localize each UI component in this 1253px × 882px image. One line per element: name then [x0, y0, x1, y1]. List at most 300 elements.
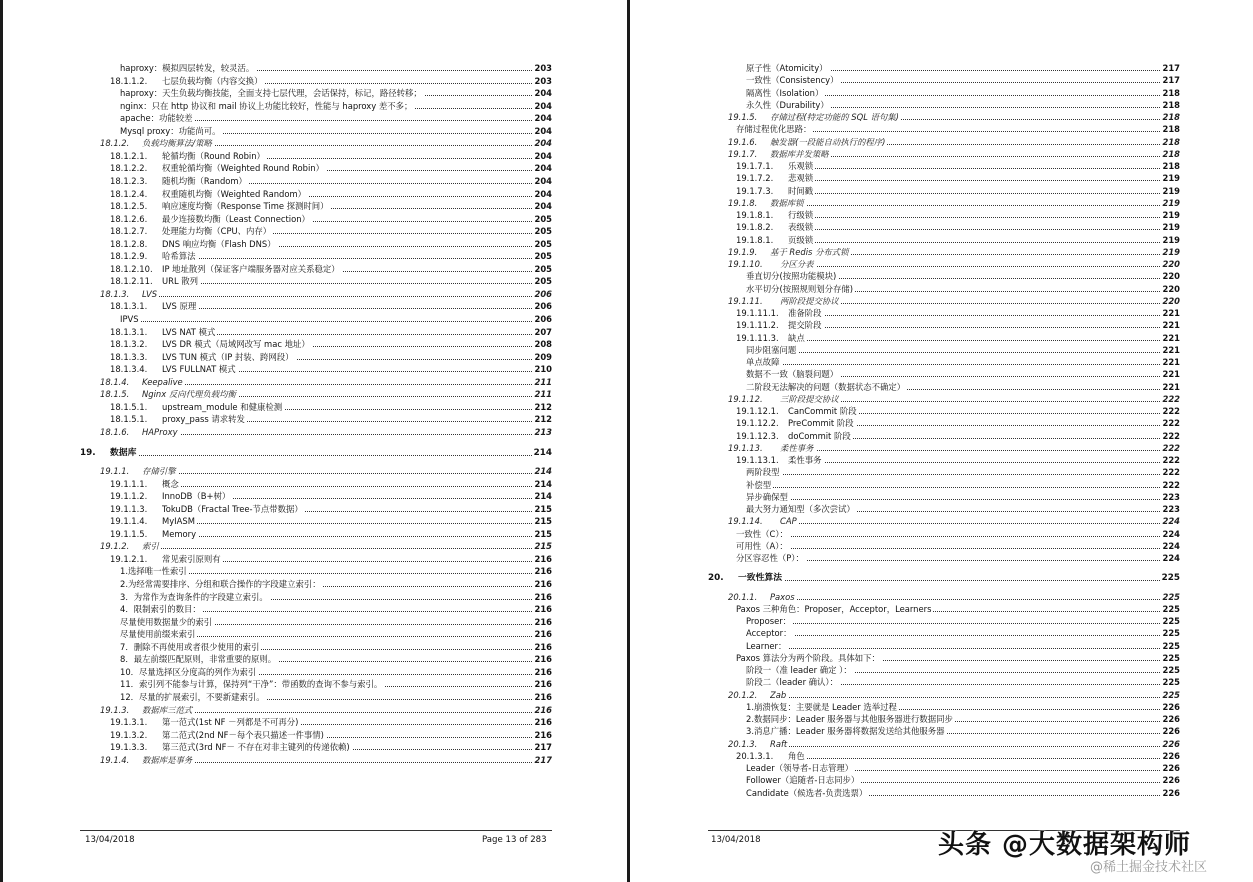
toc-entry-label: LVS 原理: [162, 301, 197, 312]
toc-entry-label: 3.消息广播：Leader 服务器将数据发送给其他服务器: [746, 726, 945, 737]
dot-leader: [770, 697, 1180, 698]
toc-entry-page: 225: [1162, 689, 1180, 700]
toc-entry-label: 阶段二（leader 确认）：: [746, 677, 838, 688]
toc-entry[interactable]: [80, 528, 552, 540]
dot-leader: [142, 296, 552, 297]
toc-entry-page: 218: [1162, 161, 1180, 171]
toc-entry[interactable]: [80, 716, 552, 728]
toc-entry-page: 226: [1162, 726, 1180, 737]
toc-entry[interactable]: [80, 578, 552, 590]
toc-entry-label: 概念: [162, 478, 179, 489]
toc-entry[interactable]: [80, 100, 552, 112]
toc-entry[interactable]: [708, 676, 1180, 688]
toc-entry-label: 8．最左前缀匹配原则，非常重要的原则。: [120, 654, 277, 665]
toc-entry-label: 悲观锁: [788, 173, 814, 184]
dot-leader: [142, 712, 552, 713]
toc-entry-label: 表级锁: [788, 222, 814, 233]
toc-entry[interactable]: [80, 75, 552, 87]
toc-entry-label: 数据库三范式: [142, 704, 193, 715]
toc-entry-page: 212: [534, 414, 552, 425]
toc-entry-number: 19.1.8.1.: [736, 210, 774, 220]
toc-entry-label: 哈希算法: [162, 251, 196, 262]
toc-entry-page: 212: [534, 401, 552, 412]
toc-entry[interactable]: [80, 704, 552, 716]
toc-entry[interactable]: [80, 376, 552, 388]
toc-entry-number: 19.1.12.2.: [736, 418, 779, 429]
toc-entry-page: 220: [1162, 259, 1180, 269]
toc-entry[interactable]: [708, 701, 1180, 713]
toc-entry-page: 219: [1162, 210, 1180, 220]
toc-entry[interactable]: [708, 774, 1180, 786]
toc-entry-page: 225: [1162, 640, 1180, 651]
toc-entry[interactable]: [708, 307, 1180, 319]
toc-entry[interactable]: [80, 553, 552, 565]
toc-entry-page: 221: [1162, 332, 1180, 343]
toc-entry[interactable]: [708, 319, 1180, 331]
toc-entry-page: 204: [534, 88, 552, 99]
toc-entry-label: 垂直切分(按照功能模块): [746, 271, 837, 282]
toc-entry-label: 一致性（C）：: [736, 528, 788, 539]
toc-entry[interactable]: [80, 666, 552, 678]
toc-entry-number: 18.1.2.3.: [110, 175, 148, 186]
toc-entry[interactable]: [708, 725, 1180, 737]
dot-leader: [746, 648, 1180, 649]
dot-leader: [142, 384, 552, 385]
toc-entry-page: 204: [534, 125, 552, 136]
toc-entry-page: 224: [1162, 516, 1180, 527]
toc-entry[interactable]: [708, 185, 1180, 197]
toc-entry[interactable]: [80, 263, 552, 275]
toc-entry[interactable]: [708, 627, 1180, 639]
toc-entry[interactable]: [708, 246, 1180, 258]
toc-entry-number: 18.1.6.: [100, 426, 130, 437]
toc-entry[interactable]: [80, 313, 552, 325]
toc-entry-label: haproxy：模拟四层转发，较灵活。: [120, 63, 255, 73]
footer-date-right: 13/04/2018: [711, 835, 761, 845]
toc-entry[interactable]: [708, 540, 1180, 552]
toc-entry-label: 3．为常作为查询条件的字段建立索引。: [120, 591, 268, 602]
toc-entry[interactable]: [80, 616, 552, 628]
toc-entry-page: 220: [1162, 283, 1180, 294]
toc-entry-page: 225: [1162, 665, 1180, 675]
toc-entry-number: 18.1.4.: [100, 376, 130, 387]
toc-entry-label: 数据库: [110, 447, 137, 458]
footer-page-number: Page 13 of 283: [482, 835, 547, 845]
toc-entry[interactable]: [708, 603, 1180, 615]
toc-entry[interactable]: [80, 478, 552, 490]
toc-entry[interactable]: [80, 238, 552, 250]
toc-entry[interactable]: [80, 729, 552, 741]
toc-entry-number: 19.1.13.: [728, 442, 763, 453]
toc-entry-label: nginx：只在 http 协议和 mail 协议上功能比较好，性能与 haproxy 差不多；: [120, 100, 413, 111]
toc-entry-number: 19.1.3.1.: [110, 717, 148, 728]
toc-entry[interactable]: [708, 221, 1180, 233]
toc-entry[interactable]: [708, 572, 1180, 584]
toc-entry-page: 204: [534, 113, 552, 124]
toc-entry-label: Leader（领导者-日志管理）: [746, 763, 854, 773]
toc-entry[interactable]: [708, 738, 1180, 750]
toc-entry[interactable]: [80, 515, 552, 527]
toc-entry[interactable]: [708, 136, 1180, 148]
toc-entry-label: LVS: [142, 288, 158, 299]
toc-entry-number: 18.1.2.5.: [110, 201, 148, 212]
toc-entry-page: 204: [534, 188, 552, 199]
toc-entry-number: 19.1.1.4.: [110, 516, 148, 527]
toc-entry[interactable]: [708, 664, 1180, 676]
toc-entry-page: 210: [534, 364, 552, 375]
dot-leader: [746, 364, 1180, 365]
toc-entry[interactable]: [708, 99, 1180, 111]
toc-entry[interactable]: [80, 150, 552, 162]
toc-entry[interactable]: [708, 442, 1180, 454]
toc-entry-number: 19.1.7.: [728, 148, 758, 159]
toc-entry[interactable]: [80, 162, 552, 174]
toc-entry[interactable]: [80, 213, 552, 225]
toc-entry-page: 214: [534, 478, 552, 489]
dot-leader: [788, 758, 1180, 759]
dot-leader: [770, 156, 1180, 157]
toc-entry[interactable]: [708, 515, 1180, 527]
dot-leader: [770, 746, 1180, 747]
dot-leader: [162, 283, 552, 284]
toc-entry[interactable]: [708, 405, 1180, 417]
toc-entry[interactable]: [708, 344, 1180, 356]
toc-entry[interactable]: [80, 641, 552, 653]
toc-entry-label: 分区容忍性（P）：: [736, 553, 804, 563]
toc-entry[interactable]: [80, 137, 552, 149]
toc-entry-number: 19.1.11.3.: [736, 332, 779, 343]
toc-entry-label: haproxy：天生负载均衡技能，全面支持七层代理，会话保持，标记，路径转移；: [120, 88, 422, 99]
toc-entry-page: 224: [1162, 528, 1180, 539]
toc-entry-number: 19.1.10.: [728, 259, 763, 269]
toc-entry[interactable]: [80, 326, 552, 338]
toc-entry[interactable]: [708, 148, 1180, 160]
toc-entry-number: 18.1.2.1.: [110, 150, 148, 161]
toc-entry-label: 一致性（Consistency）: [746, 75, 839, 86]
toc-entry[interactable]: [80, 87, 552, 99]
toc-entry[interactable]: [708, 503, 1180, 515]
toc-entry-label: 原子性（Atomicity）: [746, 63, 828, 73]
toc-entry[interactable]: [80, 591, 552, 603]
toc-entry[interactable]: [708, 111, 1180, 123]
toc-entry-label: 页级锁: [788, 234, 814, 245]
toc-entry[interactable]: [708, 640, 1180, 652]
dot-leader: [110, 455, 552, 456]
toc-entry-label: 11．索引列不能参与计算，保持列“干净”：带函数的查询不参与索引。: [120, 679, 383, 690]
toc-entry-page: 218: [1162, 87, 1180, 98]
toc-entry[interactable]: [80, 503, 552, 515]
toc-entry-page: 219: [1162, 246, 1180, 257]
toc-page-left: [80, 0, 552, 882]
toc-entry[interactable]: [708, 750, 1180, 762]
toc-entry[interactable]: [708, 258, 1180, 270]
toc-entry[interactable]: [80, 678, 552, 690]
toc-entry-number: 18.1.2.9.: [110, 251, 148, 262]
toc-entry-label: 数据库锁: [770, 197, 804, 208]
toc-entry[interactable]: [80, 603, 552, 615]
toc-entry-number: 19.1.8.: [728, 197, 758, 208]
toc-entry-number: 19.1.7.3.: [736, 185, 774, 196]
toc-entry-number: 18.1.2.6.: [110, 213, 148, 224]
toc-entry[interactable]: [708, 295, 1180, 307]
dot-leader: [142, 762, 552, 763]
toc-entry-label: InnoDB（B+树）: [162, 491, 231, 502]
toc-entry-label: 乐观锁: [788, 161, 814, 171]
toc-entry-label: 2.为经常需要排序、分组和联合操作的字段建立索引：: [120, 579, 321, 589]
toc-entry[interactable]: [80, 465, 552, 477]
watermark-text: 头条 @大数据架构师: [938, 830, 1192, 860]
toc-entry-page: 216: [534, 591, 552, 602]
toc-entry-page: 216: [534, 654, 552, 665]
toc-entry[interactable]: [708, 479, 1180, 491]
toc-entry[interactable]: [708, 454, 1180, 466]
toc-entry[interactable]: [80, 62, 552, 74]
toc-entry[interactable]: [708, 123, 1180, 135]
toc-entry-page: 206: [534, 288, 552, 299]
toc-entry-label: CanCommit 阶段: [788, 406, 857, 416]
toc-entry-page: 211: [534, 389, 552, 400]
toc-entry-page: 216: [534, 666, 552, 677]
toc-entry-page: 215: [534, 503, 552, 514]
toc-entry[interactable]: [708, 160, 1180, 172]
toc-entry-label: 隔离性（Isolation）: [746, 87, 824, 98]
toc-entry-label: LVS DR 模式（局域网改写 mac 地址）: [162, 339, 310, 350]
toc-entry-page: 218: [1162, 99, 1180, 110]
page-gutter-left: [0, 0, 3, 882]
dot-leader: [162, 523, 552, 524]
toc-entry-label: Mysql proxy：功能尚可。: [120, 125, 221, 136]
toc-entry-page: 216: [534, 729, 552, 740]
toc-entry[interactable]: [708, 172, 1180, 184]
toc-entry[interactable]: [708, 393, 1180, 405]
toc-entry[interactable]: [708, 430, 1180, 442]
toc-entry-number: 19.1.12.: [728, 393, 763, 404]
toc-entry-label: 存储引擎: [142, 466, 176, 477]
dot-leader: [736, 548, 1180, 549]
toc-entry-page: 225: [1162, 591, 1180, 602]
dot-leader: [142, 434, 552, 435]
dot-leader: [788, 242, 1180, 243]
toc-entry[interactable]: [80, 351, 552, 363]
watermark-subtext: @稀土掘金技术社区: [1090, 860, 1208, 875]
toc-entry-page: 217: [534, 754, 552, 765]
toc-entry-label: LVS TUN 模式（IP 封装、跨网段）: [162, 351, 294, 362]
toc-entry-page: 217: [534, 742, 552, 753]
toc-entry-page: 222: [1162, 479, 1180, 490]
toc-entry-page: 216: [534, 616, 552, 627]
toc-entry[interactable]: [80, 275, 552, 287]
dot-leader: [746, 623, 1180, 624]
dot-leader: [746, 499, 1180, 500]
toc-entry-page: 209: [534, 351, 552, 362]
toc-entry-label: 权重随机均衡（Weighted Random）: [162, 188, 306, 199]
toc-entry[interactable]: [80, 112, 552, 124]
toc-entry-page: 222: [1162, 455, 1180, 465]
toc-entry[interactable]: [80, 300, 552, 312]
toc-entry-label: PreCommit 阶段: [788, 418, 854, 429]
toc-entry-page: 221: [1162, 381, 1180, 392]
toc-entry-number: 19.1.8.2.: [736, 222, 774, 233]
toc-entry[interactable]: [80, 338, 552, 350]
toc-entry[interactable]: [708, 762, 1180, 774]
toc-entry-number: 20.1.2.: [728, 689, 758, 700]
toc-entry[interactable]: [708, 528, 1180, 540]
toc-entry[interactable]: [80, 288, 552, 300]
dot-leader: [788, 180, 1180, 181]
toc-entry-number: 19.1.11.: [728, 295, 763, 306]
toc-entry[interactable]: [80, 565, 552, 577]
dot-leader: [770, 205, 1180, 206]
toc-entry-page: 225: [1162, 628, 1180, 639]
toc-entry-number: 18.1.5.: [100, 389, 130, 400]
toc-entry-label: doCommit 阶段: [788, 430, 851, 441]
toc-entry-label: Paxos 算法分为两个阶段。具体如下：: [736, 652, 880, 663]
toc-entry[interactable]: [80, 225, 552, 237]
toc-entry-page: 204: [534, 163, 552, 174]
toc-entry-page: 221: [1162, 357, 1180, 367]
toc-entry[interactable]: [80, 388, 552, 400]
toc-entry-label: LVS NAT 模式: [162, 326, 216, 337]
toc-entry-number: 19.1.12.3.: [736, 430, 779, 441]
toc-entry[interactable]: [708, 234, 1180, 246]
toc-entry[interactable]: [80, 628, 552, 640]
toc-entry-page: 206: [534, 301, 552, 312]
toc-entry-page: 226: [1162, 775, 1180, 786]
dot-leader: [746, 474, 1180, 475]
toc-entry[interactable]: [708, 591, 1180, 603]
toc-entry[interactable]: [708, 552, 1180, 564]
toc-entry-page: 215: [534, 541, 552, 552]
toc-entry-label: 权重轮循均衡（Weighted Round Robin）: [162, 163, 324, 174]
toc-entry-label: 缺点: [788, 332, 805, 343]
dot-leader: [142, 473, 552, 474]
toc-entry-page: 203: [534, 75, 552, 86]
toc-entry[interactable]: [80, 413, 552, 425]
toc-entry[interactable]: [708, 417, 1180, 429]
toc-entry-label: 准备阶段: [788, 308, 822, 318]
toc-entry-page: 222: [1162, 393, 1180, 404]
toc-entry[interactable]: [80, 653, 552, 665]
toc-entry[interactable]: [80, 691, 552, 703]
toc-entry[interactable]: [708, 713, 1180, 725]
toc-entry[interactable]: [708, 652, 1180, 664]
toc-entry-page: 217: [1162, 63, 1180, 73]
toc-entry[interactable]: [80, 363, 552, 375]
toc-entry-label: 索引: [142, 541, 159, 552]
toc-entry-label: 10．尽量选择区分度高的列作为索引: [120, 666, 257, 677]
toc-entry-label: DNS 响应均衡（Flash DNS）: [162, 238, 276, 249]
toc-entry[interactable]: [80, 250, 552, 262]
dot-leader: [162, 334, 552, 335]
toc-entry-label: 数据库是事务: [142, 754, 193, 765]
toc-entry[interactable]: [80, 125, 552, 137]
toc-entry-label: Paxos: [770, 591, 795, 602]
toc-entry-page: 215: [534, 528, 552, 539]
dot-leader: [780, 450, 1180, 451]
toc-entry[interactable]: [80, 741, 552, 753]
toc-entry-label: 存储过程优化思路：: [736, 124, 812, 135]
dot-leader: [770, 599, 1180, 600]
toc-entry[interactable]: [708, 356, 1180, 368]
toc-entry-number: 19.1.2.: [100, 541, 130, 552]
footer-rule-left: [80, 830, 552, 831]
toc-entry-label: 轮循均衡（Round Robin）: [162, 150, 265, 161]
toc-entry[interactable]: [80, 401, 552, 413]
toc-entry-number: 19.1.1.3.: [110, 503, 148, 514]
toc-entry[interactable]: [708, 197, 1180, 209]
toc-entry[interactable]: [80, 754, 552, 766]
toc-entry-page: 218: [1162, 136, 1180, 147]
toc-entry[interactable]: [708, 787, 1180, 799]
toc-entry[interactable]: [80, 426, 552, 438]
toc-entry[interactable]: [708, 283, 1180, 295]
toc-entry-number: 19.1.5.: [728, 112, 758, 122]
toc-entry[interactable]: [708, 62, 1180, 74]
toc-entry-label: 分区分表: [780, 259, 814, 269]
toc-entry-number: 19.1.11.2.: [736, 320, 779, 331]
toc-entry-page: 226: [1162, 738, 1180, 749]
toc-entry-page: 220: [1162, 295, 1180, 306]
toc-entry[interactable]: [80, 200, 552, 212]
toc-entry-page: 222: [1162, 418, 1180, 429]
toc-entry-page: 224: [1162, 553, 1180, 563]
toc-entry[interactable]: [708, 87, 1180, 99]
toc-entry[interactable]: [708, 332, 1180, 344]
toc-entry-label: Memory: [162, 528, 197, 539]
toc-entry-number: 18.1.2.2.: [110, 163, 148, 174]
toc-entry[interactable]: [80, 175, 552, 187]
toc-entry[interactable]: [708, 381, 1180, 393]
toc-entry[interactable]: [708, 615, 1180, 627]
toc-entry[interactable]: [80, 188, 552, 200]
toc-entry[interactable]: [80, 447, 552, 459]
toc-entry-number: 18.1.3.1.: [110, 326, 148, 337]
toc-entry-label: Acceptor：: [746, 628, 792, 639]
toc-entry-number: 18.1.1.2.: [110, 75, 148, 86]
toc-entry-number: 19.1.3.: [100, 704, 130, 715]
toc-entry-label: proxy_pass 请求转发: [162, 414, 245, 425]
toc-entry[interactable]: [708, 491, 1180, 503]
toc-entry-label: MyIASM: [162, 516, 195, 527]
toc-entry-page: 220: [1162, 271, 1180, 282]
toc-entry-label: Proposer：: [746, 616, 792, 626]
toc-entry-number: 18.1.2.11.: [110, 276, 153, 287]
toc-entry-page: 219: [1162, 197, 1180, 208]
toc-entry[interactable]: [80, 540, 552, 552]
toc-entry[interactable]: [80, 490, 552, 502]
toc-entry[interactable]: [708, 209, 1180, 221]
toc-entry-number: 19.1.12.1.: [736, 406, 779, 416]
toc-entry-label: 第二范式(2nd NF－每个表只描述一件事情): [162, 729, 324, 740]
toc-entry-number: 20.1.1.: [728, 591, 758, 602]
toc-entry-page: 221: [1162, 320, 1180, 331]
toc-entry[interactable]: [708, 368, 1180, 380]
toc-entry-page: 216: [534, 604, 552, 615]
toc-entry-label: 响应速度均衡（Response Time 探测时间）: [162, 201, 329, 212]
toc-entry-label: IP 地址散列（保证客户端服务器对应关系稳定）: [162, 263, 340, 274]
toc-entry[interactable]: [708, 466, 1180, 478]
dot-leader: [746, 635, 1180, 636]
toc-entry-label: 常见索引原则有: [162, 553, 221, 564]
toc-entry-page: 205: [534, 238, 552, 249]
toc-entry[interactable]: [708, 74, 1180, 86]
toc-entry[interactable]: [708, 270, 1180, 282]
toc-entry-label: 时间戳: [788, 185, 814, 196]
toc-entry-page: 217: [1162, 75, 1180, 86]
toc-entry-label: Candidate（候选者-负责选票）: [746, 787, 868, 798]
dot-leader: [162, 536, 552, 537]
toc-entry[interactable]: [708, 689, 1180, 701]
